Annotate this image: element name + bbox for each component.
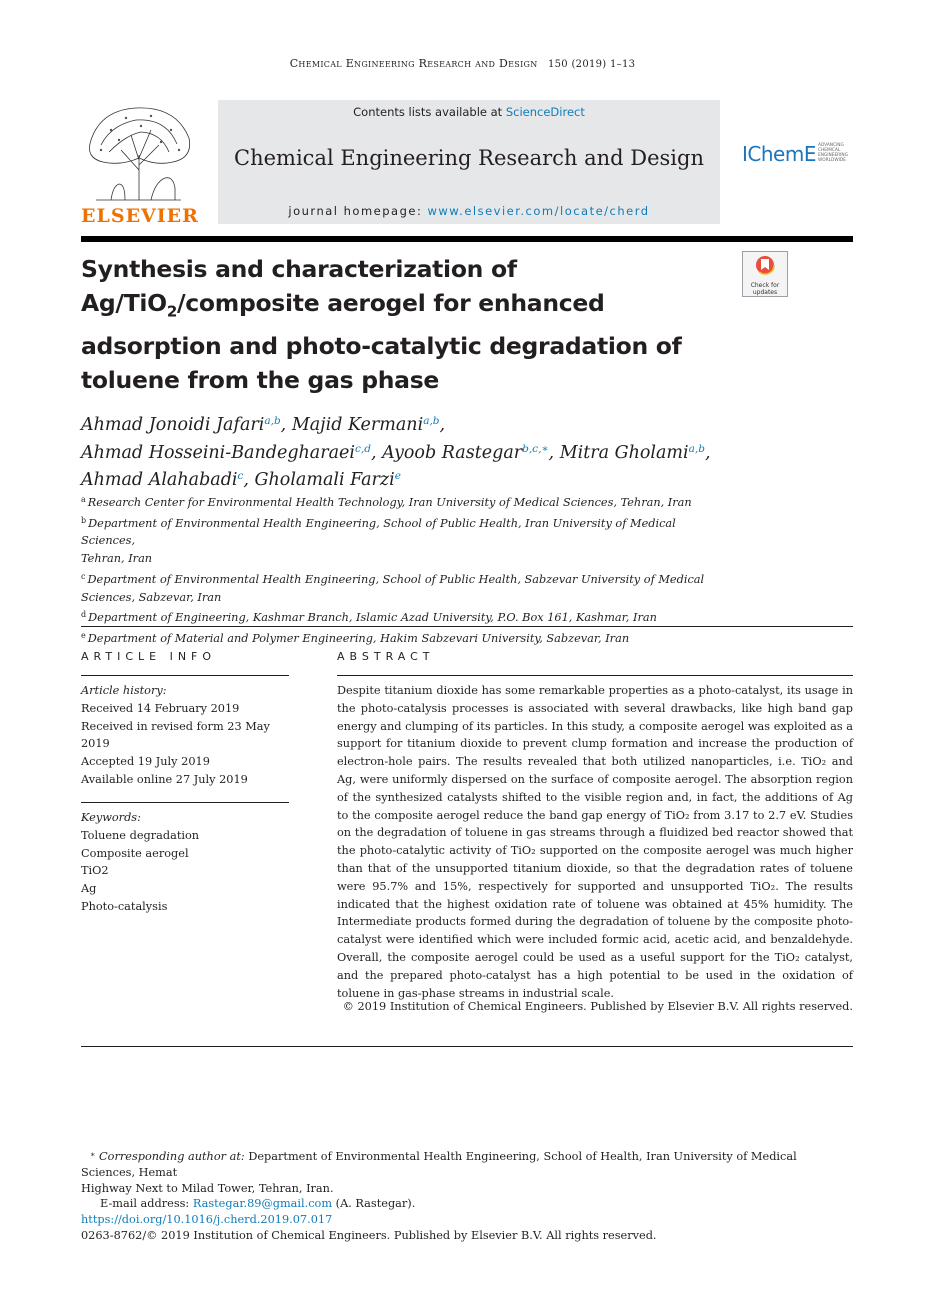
keywords-rule <box>81 802 289 803</box>
abstract-text: Despite titanium dioxide has some remarkable properties as a photo-catalyst, its usage in the photo-catalysis processes is associated with several drawbacks, like high band gap energy and clumping of its particles. In this study, a composite aerogel was exploited as a support for titanium dioxide to prevent clump formation and increase the production of electron-hole pairs. The results revealed that both utilized nanoparticles, i.e. TiO₂ and Ag, were uniformly dispersed on the surface of composite aerogel. The absorption region of the synthesized catalysts shifted to the visible region and, in fact, the additions of Ag to the composite aerogel reduce the band gap energy of TiO₂ from 3.17 to 2.7 eV. Studies on the degradation of toluene in gas streams through a fluidized bed reactor showed that the photo-catalytic activity of TiO₂ supported on the composite aerogel was much higher than that of the unsupported titanium dioxide, so that the degradation rates of toluene were 95.7% and 15%, respectively for supported and unsupported TiO₂. The results indicated that the highest oxidation rate of toluene was obtained at 45% humidity. The Intermediate products formed during the degradation of toluene by the composite photo-catalyst were identified which were included formic acid, acetic acid, and benzaldehyde. Overall, the composite aerogel could be used as a useful support for the TiO₂ catalyst, and the prepared photo-catalyst has a high potential to be used in the oxidation of toluene in gas-phase streams in industrial scale. <box>337 684 853 1000</box>
article-title <box>81 252 721 397</box>
title-line-2a: Ag/TiO <box>81 289 167 317</box>
abstract-copyright: © 2019 Institution of Chemical Engineers. Published by Elsevier B.V. All rights reserved. <box>342 1000 853 1013</box>
contents-prefix: Contents lists available at <box>353 105 506 119</box>
affiliation-item <box>81 491 721 512</box>
author-affil[interactable]: a,b <box>688 442 705 455</box>
corresponding-footnote <box>81 1147 853 1244</box>
author-name[interactable]: Ayoob Rastegar <box>382 442 523 463</box>
affiliation-text: Department of Environmental Health Engineering, School of Public Health, Sabzevar University of Medical <box>87 572 705 586</box>
history-label: Article history: <box>81 684 167 697</box>
icheme-wordmark: IChemE <box>742 142 816 166</box>
author-affil[interactable]: c <box>237 470 244 482</box>
affiliations <box>81 491 721 648</box>
affiliation-text: Department of Engineering, Kashmar Branch, Islamic Azad University, P.O. Box 161, Kashmar, Iran <box>88 611 657 625</box>
author-name[interactable]: Ahmad Hosseini-Bandegharaei <box>81 442 355 463</box>
affiliation-text: Department of Environmental Health Engineering, School of Public Health, Iran University of Medical Sciences, <box>81 516 676 548</box>
affiliation-item <box>81 568 721 589</box>
affiliation-rule <box>81 626 853 627</box>
title-line-2 <box>81 286 721 329</box>
affiliation-continuation: Tehran, Iran <box>81 552 153 566</box>
keyword-item: Composite aerogel <box>81 846 189 860</box>
affiliation-key: c <box>81 571 86 581</box>
author-list <box>81 410 853 493</box>
icheme-tag-3: ENGINEERING <box>818 153 848 158</box>
corresponding-label: Corresponding author at: <box>99 1150 245 1163</box>
affiliation-key: e <box>81 630 86 640</box>
email-line <box>81 1196 853 1212</box>
history-item: 2019 <box>81 737 110 751</box>
affiliation-text: Research Center for Environmental Health Technology, Iran University of Medical Sciences, Tehran, Iran <box>87 496 692 509</box>
running-head <box>0 57 925 70</box>
author-line-2: Ahmad Hosseini-Bandegharaei$^{c,d}$, Ayoob Rastegar$^{b,c,∗}$, Mitra Gholami$^{a,b}$, <box>81 442 711 463</box>
icheme-logo <box>742 140 854 170</box>
email-owner: (A. Rastegar). <box>332 1197 416 1211</box>
title-line-2b: /composite aerogel for enhanced <box>177 289 605 317</box>
check-updates-label <box>743 282 787 296</box>
icheme-tag-4: WORLDWIDE <box>818 158 846 163</box>
doi-link[interactable]: https://doi.org/10.1016/j.cherd.2019.07.017 <box>81 1213 333 1227</box>
contents-line <box>218 105 720 119</box>
email-label: E-mail address: <box>100 1197 193 1211</box>
keywords-label: Keywords: <box>81 811 141 824</box>
icheme-tagline <box>818 143 848 163</box>
title-line-4: toluene from the gas phase <box>81 365 440 394</box>
abstract-heading: ABSTRACT <box>337 650 435 663</box>
corresponding-line-1 <box>81 1147 853 1181</box>
author-affil[interactable]: a,b <box>423 415 440 427</box>
abstract-rule <box>337 675 853 676</box>
issn-line: 0263-8762/© 2019 Institution of Chemical Engineers. Published by Elsevier B.V. All rights reserved. <box>81 1228 657 1242</box>
affiliation-key: a <box>81 495 86 504</box>
author-name[interactable]: Ahmad Alahabadi <box>81 470 238 490</box>
icheme-tag-2: CHEMICAL <box>818 148 841 153</box>
affiliation-item <box>81 512 721 550</box>
elsevier-wordmark: ELSEVIER <box>81 205 199 227</box>
corresponding-line-2: Highway Next to Milad Tower, Tehran, Iran. <box>81 1181 334 1195</box>
journal-homepage <box>218 204 720 218</box>
author-affil[interactable]: a,b <box>264 415 281 427</box>
abstract-bottom-rule <box>81 1046 853 1047</box>
running-head-journal: Chemical Engineering Research and Design <box>289 57 538 70</box>
author-name[interactable]: Ahmad Jonoidi Jafari <box>81 415 265 435</box>
icheme-tag-1: ADVANCING <box>818 143 844 148</box>
keyword-item: Ag <box>81 882 97 896</box>
journal-title: Chemical Engineering Research and Design <box>234 146 704 170</box>
keyword-item: TiO2 <box>81 864 109 878</box>
keywords <box>81 809 289 916</box>
article-history <box>81 682 289 789</box>
author-name[interactable]: Gholamali Farzi <box>254 470 395 490</box>
author-name[interactable]: Mitra Gholami <box>559 442 689 463</box>
article-info-heading: ARTICLE INFO <box>81 650 217 663</box>
author-line-3: Ahmad Alahabadi$^c$, Gholamali Farzi$^e$ <box>81 470 401 490</box>
check-for-updates-badge[interactable] <box>742 251 788 297</box>
history-item: Available online 27 July 2019 <box>81 772 248 786</box>
affiliation-key: d <box>81 610 87 620</box>
running-head-volume: 150 (2019) 1–13 <box>547 59 636 70</box>
author-name[interactable]: Majid Kermani <box>291 415 424 435</box>
homepage-prefix: journal homepage: <box>288 204 428 218</box>
affiliation-text: Department of Material and Polymer Engineering, Hakim Sabzevari University, Sabzevar, Iran <box>87 631 630 645</box>
author-line-1: Ahmad Jonoidi Jafari$^{a,b}$, Majid Kermani$^{a,b}$, <box>81 415 446 435</box>
check-updates-line-1: Check for <box>750 282 780 289</box>
title-subscript: 2 <box>166 302 177 321</box>
header-rule <box>81 236 853 242</box>
affiliation-continuation: Sciences, Sabzevar, Iran <box>81 590 222 604</box>
title-line-1: Synthesis and characterization of <box>81 255 517 283</box>
keyword-item: Toluene degradation <box>81 828 200 842</box>
history-item: Accepted 19 July 2019 <box>81 755 210 769</box>
asterisk-mark: ∗ <box>90 1150 96 1159</box>
affiliation-item <box>81 627 721 648</box>
keyword-item: Photo-catalysis <box>81 899 168 913</box>
title-line-3: adsorption and photo-catalytic degradation of <box>81 331 682 360</box>
bookmark-icon <box>743 252 787 278</box>
author-affil[interactable]: c,d <box>354 442 371 455</box>
affiliation-key: b <box>81 515 87 525</box>
email-link[interactable]: Rastegar.89@gmail.com <box>192 1197 333 1211</box>
article-info-rule <box>81 675 289 676</box>
history-item: Received in revised form 23 May <box>81 719 270 733</box>
author-affil[interactable]: b,c,∗ <box>522 442 549 455</box>
homepage-link[interactable]: www.elsevier.com/locate/cherd <box>427 204 650 218</box>
author-affil[interactable]: e <box>394 470 401 482</box>
corresponding-text: Department of Environmental Health Engineering, School of Health, Iran University of Medical Sciences, Hemat <box>81 1150 797 1179</box>
check-updates-line-2: updates <box>752 289 778 296</box>
sciencedirect-link[interactable]: ScienceDirect <box>505 105 585 119</box>
history-item: Received 14 February 2019 <box>81 701 240 715</box>
affiliation-item <box>81 606 721 627</box>
